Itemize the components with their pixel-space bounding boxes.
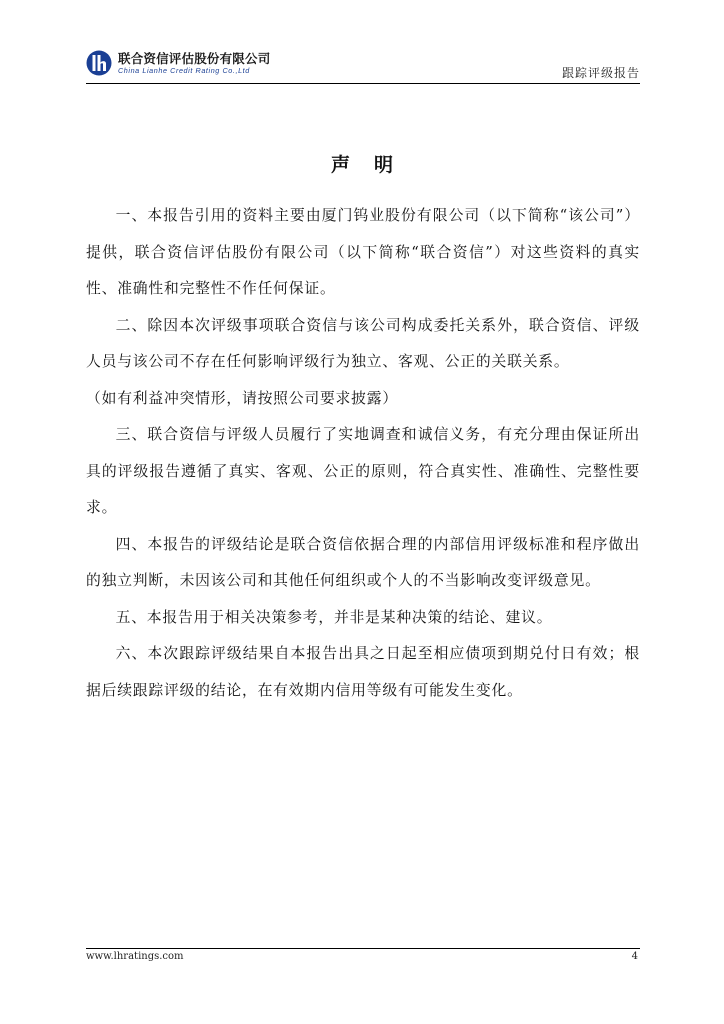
declaration-item-5: 五、本报告用于相关决策参考，并非是某种决策的结论、建议。 [115, 608, 553, 626]
page-header [86, 44, 640, 84]
declaration-item-3: 三、联合资信与评级人员履行了实地调查和诚信义务，有充分理由保证所出具的评级报告遵循了真实、客观、公正的原则，符合真实性、准确性、完整性要求。 [86, 426, 640, 516]
declaration-body [86, 198, 640, 709]
declaration-item-6: 六、本次跟踪评级结果自本报告出具之日起至相应债项到期兑付日有效；根据后续跟踪评级的结论，在有效期内信用等级有可能发生变化。 [86, 645, 640, 699]
company-name-en: China Lianhe Credit Rating Co.,Ltd [118, 65, 250, 75]
footer-divider [86, 948, 640, 949]
declaration-item-4: 四、本报告的评级结论是联合资信依据合理的内部信用评级标准和程序做出的独立判断，未因该公司和其他任何组织或个人的不当影响改变评级意见。 [86, 535, 640, 589]
declaration-item-2: 二、除因本次评级事项联合资信与该公司构成委托关系外，联合资信、评级人员与该公司不存在任何影响评级行为独立、客观、公正的关联关系。 [86, 316, 640, 370]
header-divider [86, 83, 640, 84]
logo-text [118, 52, 270, 75]
website-link[interactable]: www.lhratings.com [86, 951, 184, 962]
company-logo [86, 50, 270, 76]
page-title: 声明 [330, 154, 417, 176]
lianhe-logo-icon [86, 50, 112, 76]
company-name-cn: 联合资信评估股份有限公司 [118, 50, 271, 66]
report-type-label: 跟踪评级报告 [561, 66, 640, 80]
declaration-item-1: 一、本报告引用的资料主要由厦门钨业股份有限公司（以下简称“该公司”）提供，联合资信评估股份有限公司（以下简称“联合资信”）对这些资料的真实性、准确性和完整性不作任何保证。 [86, 207, 640, 297]
page-number: 4 [631, 951, 638, 962]
declaration-note: （如有利益冲突情形，请按照公司要求披露） [86, 389, 398, 407]
